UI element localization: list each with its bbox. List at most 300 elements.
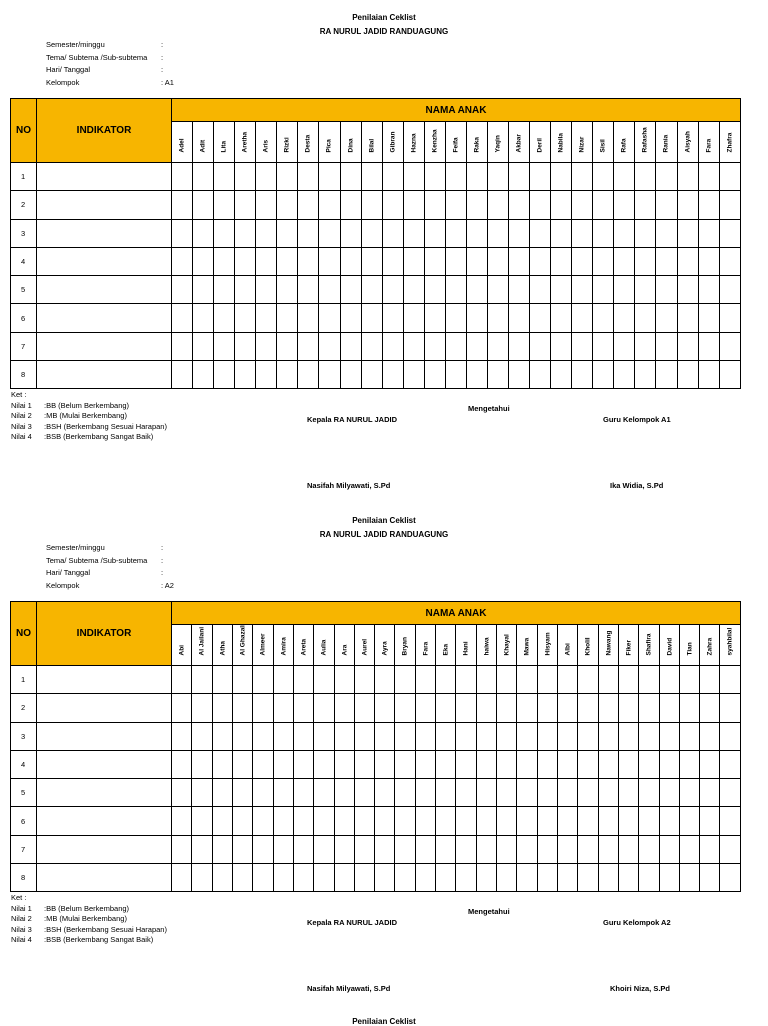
check-cell[interactable] [720, 807, 741, 835]
check-cell[interactable] [192, 694, 212, 722]
check-cell[interactable] [232, 666, 252, 694]
indikator-cell[interactable] [37, 666, 172, 694]
check-cell[interactable] [509, 332, 530, 360]
check-cell[interactable] [212, 779, 232, 807]
check-cell[interactable] [253, 807, 273, 835]
check-cell[interactable] [253, 666, 273, 694]
check-cell[interactable] [293, 779, 313, 807]
check-cell[interactable] [578, 722, 598, 750]
check-cell[interactable] [557, 779, 577, 807]
check-cell[interactable] [256, 276, 277, 304]
check-cell[interactable] [677, 361, 698, 389]
check-cell[interactable] [314, 722, 334, 750]
check-cell[interactable] [656, 247, 677, 275]
check-cell[interactable] [456, 864, 476, 892]
check-cell[interactable] [403, 332, 424, 360]
check-cell[interactable] [614, 276, 635, 304]
check-cell[interactable] [395, 666, 415, 694]
check-cell[interactable] [256, 219, 277, 247]
check-cell[interactable] [253, 722, 273, 750]
check-cell[interactable] [572, 191, 593, 219]
indikator-cell[interactable] [37, 219, 172, 247]
check-cell[interactable] [659, 779, 679, 807]
check-cell[interactable] [635, 163, 656, 191]
check-cell[interactable] [497, 750, 517, 778]
check-cell[interactable] [659, 666, 679, 694]
check-cell[interactable] [700, 750, 720, 778]
check-cell[interactable] [436, 864, 456, 892]
check-cell[interactable] [235, 332, 256, 360]
check-cell[interactable] [456, 666, 476, 694]
check-cell[interactable] [466, 361, 487, 389]
check-cell[interactable] [698, 304, 719, 332]
check-cell[interactable] [593, 304, 614, 332]
check-cell[interactable] [445, 276, 466, 304]
check-cell[interactable] [361, 304, 382, 332]
check-cell[interactable] [319, 276, 340, 304]
check-cell[interactable] [375, 807, 395, 835]
check-cell[interactable] [415, 694, 435, 722]
check-cell[interactable] [698, 332, 719, 360]
check-cell[interactable] [557, 750, 577, 778]
check-cell[interactable] [293, 835, 313, 863]
check-cell[interactable] [517, 835, 537, 863]
check-cell[interactable] [639, 722, 659, 750]
check-cell[interactable] [530, 191, 551, 219]
indikator-cell[interactable] [37, 163, 172, 191]
check-cell[interactable] [382, 219, 403, 247]
check-cell[interactable] [466, 163, 487, 191]
check-cell[interactable] [698, 247, 719, 275]
check-cell[interactable] [212, 835, 232, 863]
check-cell[interactable] [212, 750, 232, 778]
check-cell[interactable] [720, 750, 741, 778]
check-cell[interactable] [572, 247, 593, 275]
check-cell[interactable] [700, 666, 720, 694]
check-cell[interactable] [382, 276, 403, 304]
check-cell[interactable] [277, 247, 298, 275]
check-cell[interactable] [277, 332, 298, 360]
check-cell[interactable] [551, 219, 572, 247]
check-cell[interactable] [598, 835, 618, 863]
check-cell[interactable] [314, 666, 334, 694]
check-cell[interactable] [659, 750, 679, 778]
check-cell[interactable] [719, 219, 740, 247]
check-cell[interactable] [415, 779, 435, 807]
check-cell[interactable] [476, 864, 496, 892]
check-cell[interactable] [698, 276, 719, 304]
check-cell[interactable] [403, 247, 424, 275]
check-cell[interactable] [361, 191, 382, 219]
check-cell[interactable] [235, 247, 256, 275]
check-cell[interactable] [466, 219, 487, 247]
check-cell[interactable] [551, 304, 572, 332]
check-cell[interactable] [375, 779, 395, 807]
check-cell[interactable] [445, 191, 466, 219]
check-cell[interactable] [677, 219, 698, 247]
check-cell[interactable] [598, 694, 618, 722]
check-cell[interactable] [614, 332, 635, 360]
check-cell[interactable] [172, 779, 192, 807]
check-cell[interactable] [361, 276, 382, 304]
check-cell[interactable] [214, 361, 235, 389]
check-cell[interactable] [293, 722, 313, 750]
check-cell[interactable] [314, 694, 334, 722]
check-cell[interactable] [334, 750, 354, 778]
check-cell[interactable] [509, 219, 530, 247]
check-cell[interactable] [445, 219, 466, 247]
check-cell[interactable] [551, 163, 572, 191]
check-cell[interactable] [395, 864, 415, 892]
check-cell[interactable] [720, 694, 741, 722]
indikator-cell[interactable] [37, 276, 172, 304]
check-cell[interactable] [214, 163, 235, 191]
check-cell[interactable] [537, 864, 557, 892]
check-cell[interactable] [700, 694, 720, 722]
check-cell[interactable] [212, 722, 232, 750]
check-cell[interactable] [487, 219, 508, 247]
check-cell[interactable] [659, 864, 679, 892]
check-cell[interactable] [677, 191, 698, 219]
check-cell[interactable] [517, 750, 537, 778]
check-cell[interactable] [298, 332, 319, 360]
check-cell[interactable] [698, 219, 719, 247]
check-cell[interactable] [214, 276, 235, 304]
check-cell[interactable] [298, 219, 319, 247]
check-cell[interactable] [214, 191, 235, 219]
check-cell[interactable] [530, 247, 551, 275]
check-cell[interactable] [256, 304, 277, 332]
check-cell[interactable] [618, 835, 638, 863]
check-cell[interactable] [572, 219, 593, 247]
check-cell[interactable] [517, 864, 537, 892]
check-cell[interactable] [232, 694, 252, 722]
check-cell[interactable] [253, 750, 273, 778]
check-cell[interactable] [395, 835, 415, 863]
check-cell[interactable] [639, 694, 659, 722]
check-cell[interactable] [445, 163, 466, 191]
check-cell[interactable] [415, 750, 435, 778]
check-cell[interactable] [319, 247, 340, 275]
indikator-cell[interactable] [37, 722, 172, 750]
check-cell[interactable] [277, 219, 298, 247]
check-cell[interactable] [354, 722, 374, 750]
check-cell[interactable] [572, 304, 593, 332]
check-cell[interactable] [375, 694, 395, 722]
check-cell[interactable] [334, 694, 354, 722]
check-cell[interactable] [193, 247, 214, 275]
check-cell[interactable] [172, 694, 192, 722]
check-cell[interactable] [677, 163, 698, 191]
check-cell[interactable] [593, 163, 614, 191]
check-cell[interactable] [375, 722, 395, 750]
check-cell[interactable] [719, 304, 740, 332]
check-cell[interactable] [354, 694, 374, 722]
check-cell[interactable] [214, 247, 235, 275]
check-cell[interactable] [618, 666, 638, 694]
check-cell[interactable] [509, 247, 530, 275]
check-cell[interactable] [193, 219, 214, 247]
check-cell[interactable] [403, 163, 424, 191]
check-cell[interactable] [253, 694, 273, 722]
check-cell[interactable] [436, 722, 456, 750]
check-cell[interactable] [487, 276, 508, 304]
check-cell[interactable] [656, 304, 677, 332]
check-cell[interactable] [487, 332, 508, 360]
check-cell[interactable] [361, 163, 382, 191]
check-cell[interactable] [593, 361, 614, 389]
check-cell[interactable] [298, 361, 319, 389]
check-cell[interactable] [273, 750, 293, 778]
check-cell[interactable] [293, 666, 313, 694]
check-cell[interactable] [537, 807, 557, 835]
check-cell[interactable] [679, 807, 699, 835]
check-cell[interactable] [256, 332, 277, 360]
check-cell[interactable] [700, 807, 720, 835]
check-cell[interactable] [476, 666, 496, 694]
check-cell[interactable] [212, 807, 232, 835]
check-cell[interactable] [598, 779, 618, 807]
check-cell[interactable] [415, 835, 435, 863]
check-cell[interactable] [314, 779, 334, 807]
check-cell[interactable] [720, 779, 741, 807]
check-cell[interactable] [614, 219, 635, 247]
check-cell[interactable] [537, 666, 557, 694]
check-cell[interactable] [436, 835, 456, 863]
check-cell[interactable] [719, 332, 740, 360]
check-cell[interactable] [557, 722, 577, 750]
check-cell[interactable] [375, 666, 395, 694]
check-cell[interactable] [698, 163, 719, 191]
check-cell[interactable] [639, 779, 659, 807]
check-cell[interactable] [614, 163, 635, 191]
check-cell[interactable] [456, 722, 476, 750]
check-cell[interactable] [172, 722, 192, 750]
check-cell[interactable] [476, 835, 496, 863]
check-cell[interactable] [593, 219, 614, 247]
check-cell[interactable] [361, 332, 382, 360]
indikator-cell[interactable] [37, 779, 172, 807]
check-cell[interactable] [487, 191, 508, 219]
check-cell[interactable] [273, 779, 293, 807]
check-cell[interactable] [235, 219, 256, 247]
check-cell[interactable] [395, 722, 415, 750]
check-cell[interactable] [232, 750, 252, 778]
check-cell[interactable] [314, 807, 334, 835]
check-cell[interactable] [293, 750, 313, 778]
check-cell[interactable] [614, 361, 635, 389]
check-cell[interactable] [193, 332, 214, 360]
check-cell[interactable] [476, 750, 496, 778]
check-cell[interactable] [298, 191, 319, 219]
check-cell[interactable] [537, 835, 557, 863]
check-cell[interactable] [618, 694, 638, 722]
check-cell[interactable] [192, 666, 212, 694]
check-cell[interactable] [614, 247, 635, 275]
check-cell[interactable] [273, 835, 293, 863]
check-cell[interactable] [456, 835, 476, 863]
check-cell[interactable] [677, 304, 698, 332]
check-cell[interactable] [635, 361, 656, 389]
check-cell[interactable] [403, 361, 424, 389]
check-cell[interactable] [557, 666, 577, 694]
check-cell[interactable] [214, 332, 235, 360]
check-cell[interactable] [698, 191, 719, 219]
check-cell[interactable] [193, 163, 214, 191]
check-cell[interactable] [382, 304, 403, 332]
check-cell[interactable] [635, 304, 656, 332]
indikator-cell[interactable] [37, 864, 172, 892]
check-cell[interactable] [656, 219, 677, 247]
check-cell[interactable] [293, 807, 313, 835]
check-cell[interactable] [232, 807, 252, 835]
check-cell[interactable] [614, 191, 635, 219]
check-cell[interactable] [395, 750, 415, 778]
check-cell[interactable] [557, 864, 577, 892]
check-cell[interactable] [298, 163, 319, 191]
check-cell[interactable] [172, 835, 192, 863]
indikator-cell[interactable] [37, 332, 172, 360]
check-cell[interactable] [700, 835, 720, 863]
check-cell[interactable] [497, 864, 517, 892]
check-cell[interactable] [172, 163, 193, 191]
check-cell[interactable] [719, 191, 740, 219]
check-cell[interactable] [497, 835, 517, 863]
check-cell[interactable] [517, 666, 537, 694]
check-cell[interactable] [593, 191, 614, 219]
check-cell[interactable] [572, 361, 593, 389]
check-cell[interactable] [530, 332, 551, 360]
check-cell[interactable] [530, 163, 551, 191]
check-cell[interactable] [618, 864, 638, 892]
check-cell[interactable] [232, 864, 252, 892]
check-cell[interactable] [679, 722, 699, 750]
check-cell[interactable] [509, 304, 530, 332]
check-cell[interactable] [659, 694, 679, 722]
check-cell[interactable] [235, 304, 256, 332]
check-cell[interactable] [424, 191, 445, 219]
check-cell[interactable] [537, 779, 557, 807]
check-cell[interactable] [253, 779, 273, 807]
check-cell[interactable] [598, 722, 618, 750]
check-cell[interactable] [614, 304, 635, 332]
check-cell[interactable] [679, 666, 699, 694]
check-cell[interactable] [557, 694, 577, 722]
check-cell[interactable] [424, 304, 445, 332]
check-cell[interactable] [319, 163, 340, 191]
check-cell[interactable] [572, 332, 593, 360]
indikator-cell[interactable] [37, 750, 172, 778]
check-cell[interactable] [354, 835, 374, 863]
check-cell[interactable] [235, 163, 256, 191]
check-cell[interactable] [361, 247, 382, 275]
check-cell[interactable] [509, 163, 530, 191]
check-cell[interactable] [193, 361, 214, 389]
check-cell[interactable] [487, 247, 508, 275]
check-cell[interactable] [375, 864, 395, 892]
indikator-cell[interactable] [37, 191, 172, 219]
check-cell[interactable] [277, 163, 298, 191]
check-cell[interactable] [214, 219, 235, 247]
check-cell[interactable] [382, 247, 403, 275]
check-cell[interactable] [578, 694, 598, 722]
check-cell[interactable] [415, 864, 435, 892]
check-cell[interactable] [656, 361, 677, 389]
check-cell[interactable] [509, 361, 530, 389]
check-cell[interactable] [334, 807, 354, 835]
check-cell[interactable] [273, 864, 293, 892]
check-cell[interactable] [172, 666, 192, 694]
check-cell[interactable] [720, 835, 741, 863]
check-cell[interactable] [293, 864, 313, 892]
check-cell[interactable] [334, 666, 354, 694]
check-cell[interactable] [572, 276, 593, 304]
check-cell[interactable] [551, 332, 572, 360]
check-cell[interactable] [497, 779, 517, 807]
check-cell[interactable] [232, 722, 252, 750]
indikator-cell[interactable] [37, 694, 172, 722]
check-cell[interactable] [298, 276, 319, 304]
check-cell[interactable] [578, 864, 598, 892]
check-cell[interactable] [235, 191, 256, 219]
check-cell[interactable] [293, 694, 313, 722]
check-cell[interactable] [319, 361, 340, 389]
check-cell[interactable] [679, 864, 699, 892]
check-cell[interactable] [273, 694, 293, 722]
check-cell[interactable] [192, 835, 212, 863]
check-cell[interactable] [509, 276, 530, 304]
check-cell[interactable] [403, 304, 424, 332]
check-cell[interactable] [530, 304, 551, 332]
check-cell[interactable] [530, 276, 551, 304]
check-cell[interactable] [192, 722, 212, 750]
check-cell[interactable] [354, 666, 374, 694]
check-cell[interactable] [445, 247, 466, 275]
check-cell[interactable] [212, 666, 232, 694]
check-cell[interactable] [334, 722, 354, 750]
check-cell[interactable] [466, 191, 487, 219]
check-cell[interactable] [340, 219, 361, 247]
check-cell[interactable] [334, 835, 354, 863]
check-cell[interactable] [319, 191, 340, 219]
check-cell[interactable] [635, 332, 656, 360]
check-cell[interactable] [517, 807, 537, 835]
check-cell[interactable] [656, 163, 677, 191]
check-cell[interactable] [720, 666, 741, 694]
indikator-cell[interactable] [37, 247, 172, 275]
check-cell[interactable] [530, 219, 551, 247]
check-cell[interactable] [487, 163, 508, 191]
check-cell[interactable] [382, 361, 403, 389]
check-cell[interactable] [273, 807, 293, 835]
check-cell[interactable] [639, 750, 659, 778]
check-cell[interactable] [172, 247, 193, 275]
check-cell[interactable] [424, 219, 445, 247]
check-cell[interactable] [593, 276, 614, 304]
check-cell[interactable] [403, 276, 424, 304]
check-cell[interactable] [340, 332, 361, 360]
check-cell[interactable] [382, 332, 403, 360]
check-cell[interactable] [319, 304, 340, 332]
check-cell[interactable] [572, 163, 593, 191]
check-cell[interactable] [656, 332, 677, 360]
check-cell[interactable] [395, 779, 415, 807]
check-cell[interactable] [172, 276, 193, 304]
check-cell[interactable] [578, 779, 598, 807]
check-cell[interactable] [192, 750, 212, 778]
check-cell[interactable] [277, 276, 298, 304]
check-cell[interactable] [403, 219, 424, 247]
